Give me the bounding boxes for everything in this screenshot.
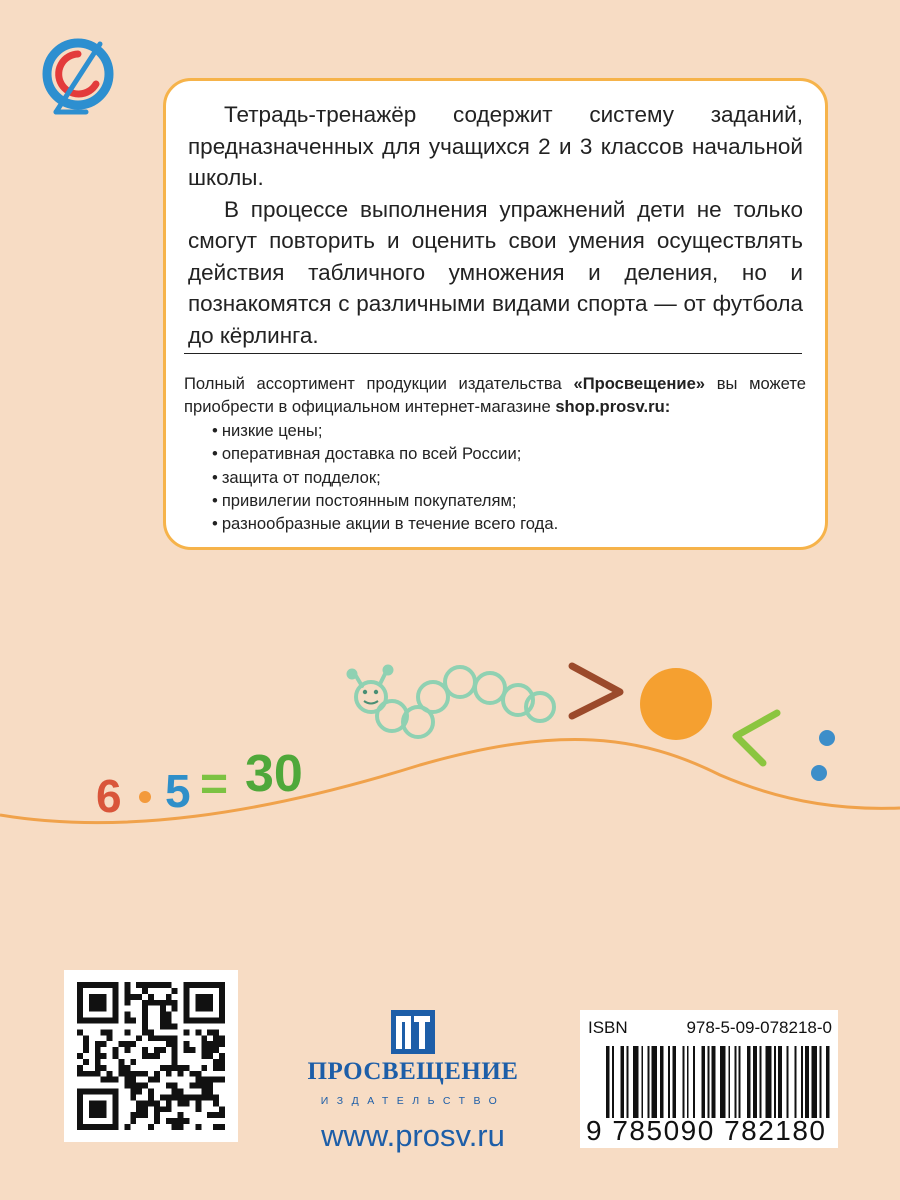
list-item: [212, 442, 806, 465]
divider: [184, 353, 802, 354]
publisher-block: [298, 1010, 528, 1160]
description-paragraph-1: Тетрадь-тренажёр содержит систему заданий, предназначенных для учащихся 2 и 3 классов начальной школы.: [188, 102, 803, 190]
list-item-text: разнообразные акции в течение всего года.: [221, 514, 559, 534]
description: [188, 99, 803, 351]
caterpillar-face: [363, 690, 378, 704]
publisher-website[interactable]: www.prosv.ru: [321, 1118, 505, 1153]
barcode-digits: 9 785090 782180: [586, 1115, 827, 1146]
list-item-text: защита от подделок;: [221, 467, 381, 487]
shop-intro-start: Полный ассортимент продукции издательства: [184, 374, 562, 393]
shop-info: [184, 372, 806, 536]
qr-code-icon: [76, 982, 226, 1130]
colon-dot-bottom: [811, 765, 827, 781]
bullet: •: [212, 444, 218, 464]
barcode-icon: [606, 1046, 832, 1118]
qr-code-panel: [64, 970, 238, 1142]
list-item-text: привилегии постоянным покупателям;: [221, 491, 517, 511]
multiply-dot: [139, 791, 151, 803]
greater-than-sign: [572, 666, 620, 716]
list-item: [212, 419, 806, 442]
bullet: •: [212, 420, 218, 440]
list-item: [212, 489, 806, 512]
benefits-list: [184, 419, 806, 536]
isbn-label: ISBN: [588, 1018, 628, 1037]
description-paragraph-2: В процессе выполнения упражнений дети не только смогут повторить и оценить свои умения осуществлять действия табличного умножения и деления, но и познакомятся с различными видами спорта — от футбола до кёрлинга.: [188, 196, 803, 348]
publisher-series-logo-icon: [38, 30, 120, 122]
publisher-subtitle: ИЗДАТЕЛЬСТВО: [320, 1095, 506, 1107]
publisher-name: ПРОСВЕЩЕНИЕ: [307, 1058, 519, 1085]
math-illustration: [0, 640, 900, 870]
digit-6: 6: [96, 770, 122, 822]
caterpillar-icon: [349, 667, 555, 738]
orange-circle: [640, 668, 712, 740]
bullet: •: [212, 514, 218, 534]
shop-intro-middle: вы можете приобрести в официальном интернет-магазине: [184, 374, 806, 417]
colon-dot-top: [819, 730, 835, 746]
list-item: [212, 512, 806, 535]
shop-intro-end: :: [664, 397, 671, 417]
isbn-panel: [580, 1010, 838, 1148]
bullet: •: [212, 467, 218, 487]
shop-intro: [184, 372, 806, 419]
prosveshchenie-emblem-icon: [391, 1010, 435, 1054]
isbn-line: [588, 1018, 832, 1038]
list-item: [212, 466, 806, 489]
info-box: [163, 78, 828, 550]
digit-5: 5: [165, 765, 191, 817]
list-item-text: низкие цены;: [221, 420, 323, 440]
shop-url: shop.prosv.ru: [555, 397, 665, 417]
wave-curve: [0, 740, 900, 823]
isbn-value: 978-5-09-078218-0: [686, 1018, 832, 1037]
result-30: 30: [245, 745, 303, 803]
equals-sign: =: [200, 758, 229, 811]
publisher-name-inline: «Просвещение»: [573, 374, 706, 393]
list-item-text: оперативная доставка по всей России;: [221, 444, 522, 464]
less-than-sign: [736, 713, 777, 763]
bullet: •: [212, 491, 218, 511]
